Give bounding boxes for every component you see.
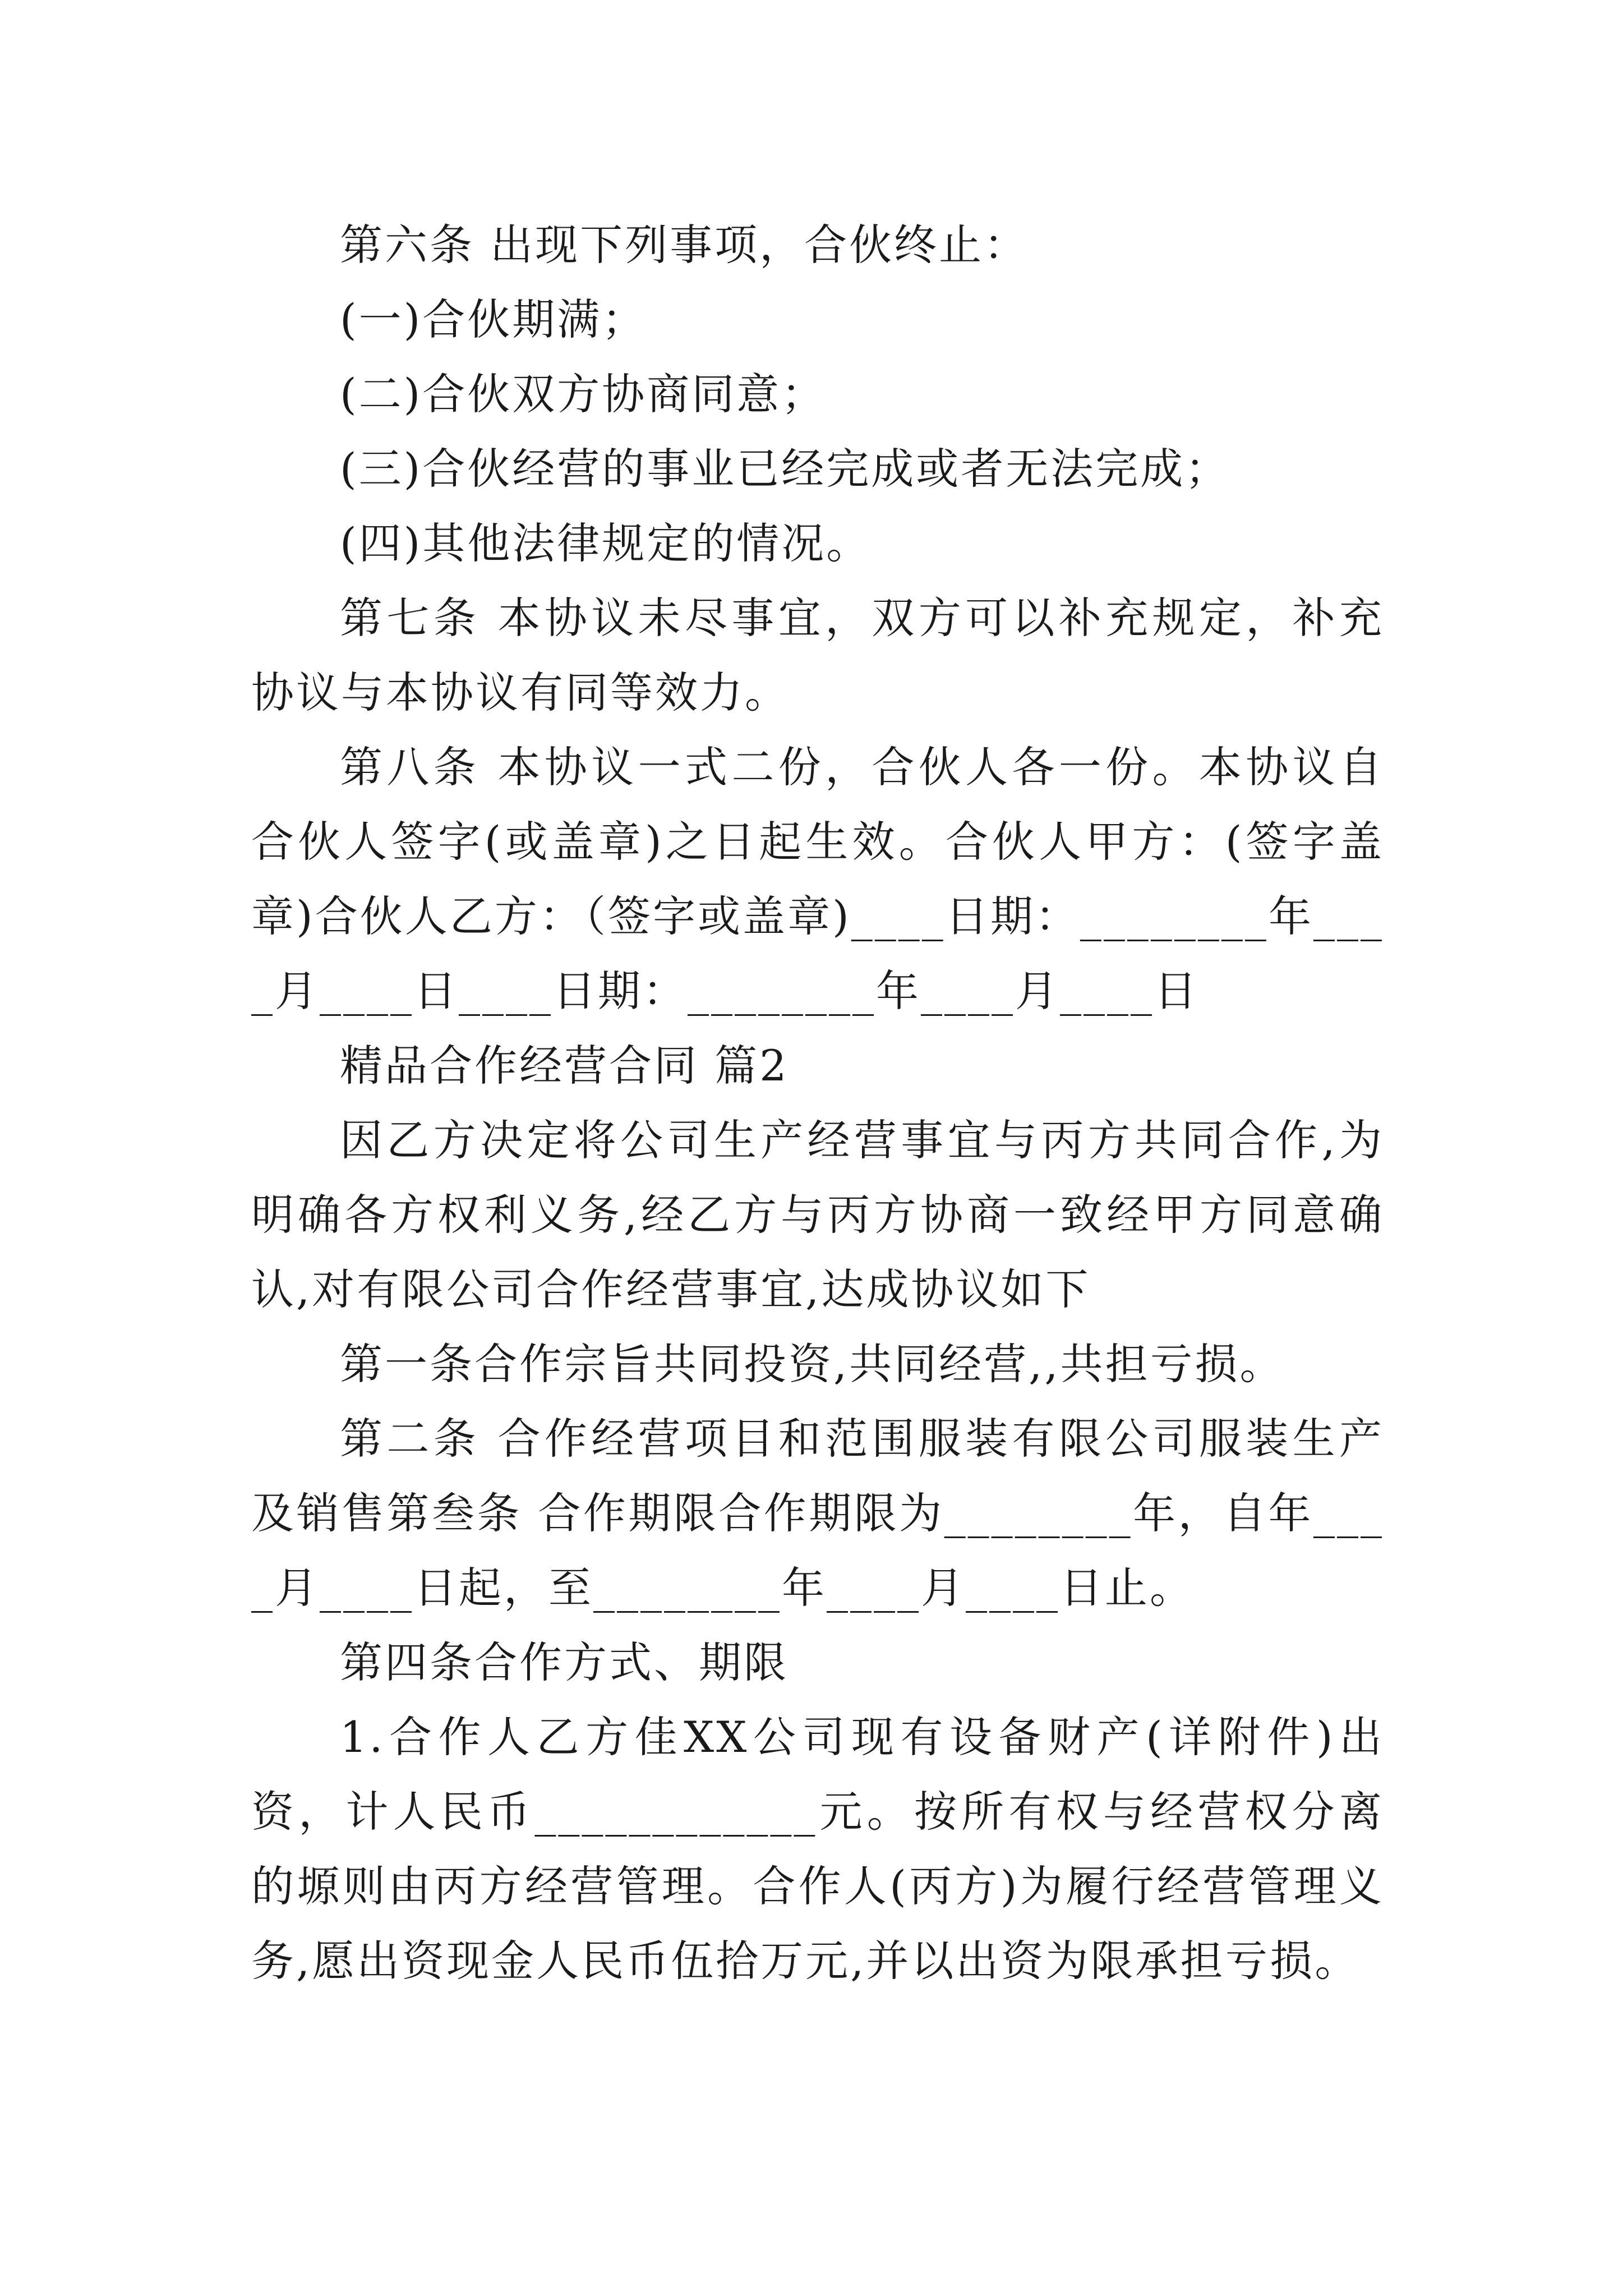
article-7: 第七条 本协议未尽事宜，双方可以补充规定，补充协议与本协议有同等效力。 — [251, 593, 1384, 717]
article-1: 第一条合作宗旨共同投资,共同经营,,共担亏损。 — [340, 1339, 1285, 1389]
preamble: 因乙方决定将公司生产经营事宜与丙方共同合作,为明确各方权利义务,经乙方与丙方协商一致经甲方同意确认,对有限公司合作经营事宜,达成协议如下 — [251, 1115, 1384, 1314]
article-4-heading: 第四条合作方式、期限 — [340, 1637, 789, 1687]
article-6-item-2: (二)合伙双方协商同意； — [340, 369, 827, 419]
article-6-item-3: (三)合伙经营的事业已经完成或者无法完成； — [340, 444, 1230, 494]
document-body — [251, 208, 1384, 1998]
article-6-item-1: (一)合伙期满； — [340, 295, 647, 344]
article-4-clause-1: 1.合作人乙方佳XX公司现有设备财产(详附件)出资，计人民币____________元。按所有权与经营权分离的塬则由丙方经营管理。合作人(丙方)为履行经营管理义务,愿出资现金人民币伍拾万元,并以出资为限承担亏损。 — [251, 1712, 1384, 1986]
article-6-item-4: (四)其他法律规定的情况。 — [340, 518, 872, 568]
section-title-part-2: 精品合作经营合同 篇2 — [340, 1041, 789, 1091]
article-2-3: 第二条 合作经营项目和范围服装有限公司服装生产及销售第叁条 合作期限合作期限为________年，自年____月____日起，至________年____月____日止。 — [251, 1414, 1384, 1613]
article-6-heading: 第六条 出现下列事项，合伙终止： — [340, 220, 1029, 270]
article-8-signatures: 第八条 本协议一式二份，合伙人各一份。本协议自合伙人签字(或盖章)之日起生效。合伙人甲方：(签字盖章)合伙人乙方：（签字或盖章)____日期：________年____月____日____日期：________年____月____日 — [251, 742, 1384, 1016]
